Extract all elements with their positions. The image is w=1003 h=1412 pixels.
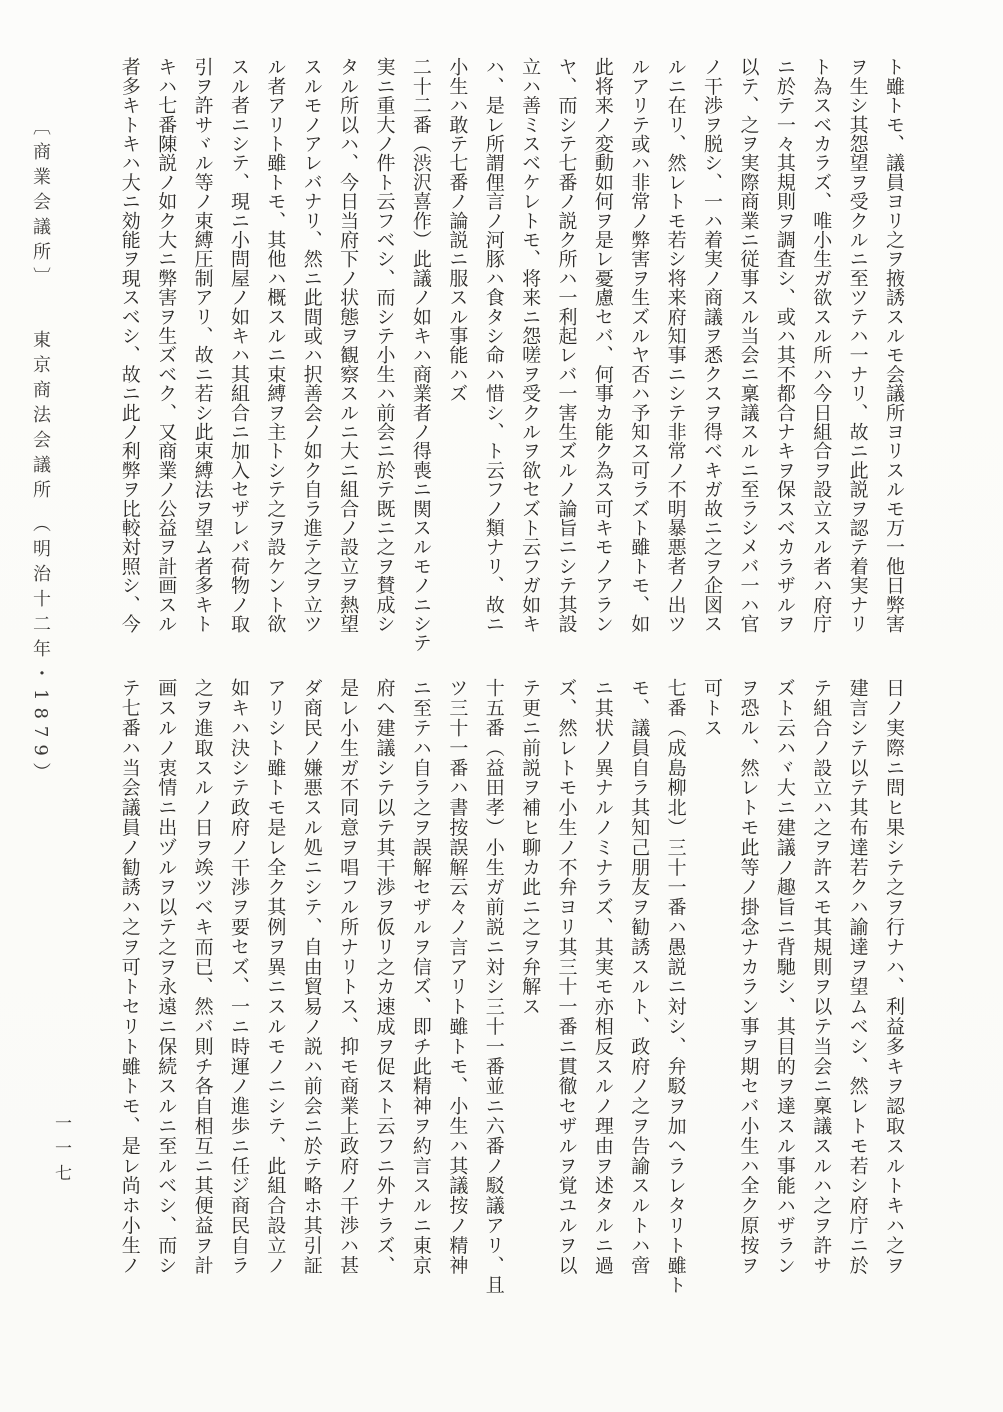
text-line: ル者アリト雖トモ、其他ハ概スルニ束縛ヲ主トシテ之ヲ設ケント欲 <box>264 57 287 633</box>
text-line: 可トス <box>701 678 724 738</box>
text-line: ノ干渉ヲ脱シ、一ハ着実ノ商議ヲ悉クスヲ得ベキガ故ニ之ヲ企図ス <box>701 57 724 633</box>
text-line: ト為スベカラズ、唯小生ガ欲スル所ハ今日組合ヲ設立スル者ハ府庁 <box>810 57 833 633</box>
top-text-block <box>102 57 903 653</box>
text-line: タル所以ハ、今日当府下ノ状態ヲ観察スルニ大ニ組合ノ設立ヲ熱望 <box>337 57 360 633</box>
text-line: 引ヲ許サヾル等ノ束縛圧制アリ、故ニ若シ此束縛法ヲ望ム者多キト <box>191 57 214 633</box>
text-line: ズト云ハヾ大ニ建議ノ趣旨ニ背馳シ、其目的ヲ達スル事能ハザラン <box>773 678 796 1275</box>
text-line: 立ハ善ミスベケレトモ、将来ニ怨嗟ヲ受クルヲ欲セズト云フガ如キ <box>519 57 542 633</box>
text-line: 府ヘ建議シテ以テ其干渉ヲ仮リ之カ速成ヲ促スト云フニ外ナラズ、 <box>373 678 396 1275</box>
text-line: 七番（成島柳北）三十一番ハ愚説ニ対シ、弁駁ヲ加ヘラレタリト雖ト <box>664 678 687 1295</box>
margin-note-year: （明治十二年・1879） <box>30 514 51 788</box>
text-line: 十五番（益田孝）小生ガ前説ニ対シ三十一番並ニ六番ノ駁議アリ、且 <box>482 678 505 1295</box>
text-line: スル者ニシテ、現ニ小問屋ノ如キハ其組合ニ加入セザレバ荷物ノ取 <box>227 57 250 633</box>
page-number: 一一七 <box>51 1114 71 1189</box>
text-line: 此将来ノ変動如何ヲ是レ憂慮セバ、何事カ能ク為ス可キモノアラン <box>591 57 614 633</box>
text-line: 如キハ決シテ政府ノ干渉ヲ要セズ、一ニ時運ノ進歩ニ任ジ商民自ラ <box>227 678 250 1275</box>
text-line: ニ其状ノ異ナルノミナラズ、其実モ亦相反スルノ理由ヲ述タルニ過 <box>591 678 614 1275</box>
margin-note-category: 〔商業会議所〕 <box>30 117 51 292</box>
text-line: 二十二番（渋沢喜作）此議ノ如キハ商業者ノ得喪ニ関スルモノニシテ <box>409 57 432 653</box>
bottom-text-block <box>102 678 903 1320</box>
text-line: 建言シテ以テ其布達若クハ諭達ヲ望ムベシ、然レトモ若シ府庁ニ於 <box>846 678 869 1275</box>
text-line: 小生ハ敢テ七番ノ論説ニ服スル事能ハズ <box>446 57 469 403</box>
text-line: 是レ小生ガ不同意ヲ唱フル所ナリトス、抑モ商業上政府ノ干渉ハ甚 <box>337 678 360 1275</box>
text-line: テ組合ノ設立ハ之ヲ許スモ其規則ヲ以テ当会ニ稟議スルハ之ヲ許サ <box>810 678 833 1275</box>
text-line: ズ、然レトモ小生ノ不弁ヨリ其三十一番ニ貫徹セザルヲ覚ユルヲ以 <box>555 678 578 1275</box>
text-line: ルアリテ或ハ非常ノ弊害ヲ生ズルヤ否ハ予知ス可ラズト雖トモ、如 <box>628 57 651 633</box>
text-line: テ七番ハ当会議員ノ勧誘ハ之ヲ可トセリト雖トモ、是レ尚ホ小生ノ <box>118 678 141 1275</box>
text-line: ヲ生シ其怨望ヲ受クルニ至ツテハ一ナリ、故ニ此説ヲ認テ着実ナリ <box>846 57 869 633</box>
text-line: モ、議員自ラ其知己朋友ヲ勧誘スルト、政府ノ之ヲ告諭スルトハ啻 <box>628 678 651 1275</box>
text-line: 日ノ実際ニ問ヒ果シテ之ヲ行ナハ、利益多キヲ認取スルトキハ之ヲ <box>883 678 905 1275</box>
text-line: キハ七番陳説ノ如ク大ニ弊害ヲ生ズベク、又商業ノ公益ヲ計画スル <box>155 57 178 633</box>
text-line: 之ヲ進取スルノ日ヲ竢ツベキ而已、然バ則チ各自相互ニ其便益ヲ計 <box>191 678 214 1275</box>
text-line: ニ至テハ自ラ之ヲ誤解セザルヲ信ズ、即チ此精神ヲ約言スルニ東京 <box>409 678 432 1275</box>
text-line: テ更ニ前説ヲ補ヒ聊カ此ニ之ヲ弁解ス <box>519 678 542 1017</box>
text-line: 画スルノ衷情ニ出ヅルヲ以テ之ヲ永遠ニ保続スルニ至ルベシ、而シ <box>155 678 178 1275</box>
text-line: スルモノアレバナリ、然ニ此間或ハ択善会ノ如ク自ラ進テ之ヲ立ツ <box>300 57 323 634</box>
margin-note-title: 東京商法会議所 <box>30 330 51 505</box>
text-line: ヲ恐ル、然レトモ此等ノ掛念ナカラン事ヲ期セバ小生ハ全ク原按ヲ <box>737 678 760 1275</box>
text-line: ニ於テ一々其規則ヲ調査シ、或ハ其不都合ナキヲ保スベカラザルヲ <box>773 57 796 633</box>
text-line: ツ三十一番ハ書按誤解云々ノ言アリト雖トモ、小生ハ其議按ノ精神 <box>446 678 469 1275</box>
text-line: ルニ在リ、然レトモ若シ将来府知事ニシテ非常ノ不明暴悪者ノ出ツ <box>664 57 687 633</box>
text-line: ト雖トモ、議員ヨリ之ヲ掖誘スルモ会議所ヨリスルモ万一他日弊害 <box>883 57 905 633</box>
text-line: 者多キトキハ大ニ効能ヲ現スベシ、故ニ此ノ利弊ヲ比較対照シ、今 <box>118 57 141 633</box>
text-line: アリシト雖トモ是レ全ク其例ヲ異ニスルモノニシテ、此組合設立ノ <box>264 678 287 1275</box>
text-line: 以テ、之ヲ実際商業ニ従事スル当会ニ稟議スルニ至ラシメバ一ハ官 <box>737 57 760 633</box>
text-line: 実ニ重大ノ件ト云フベシ、而シテ小生ハ前会ニ於テ既ニ之ヲ賛成シ <box>373 57 396 633</box>
text-line: ハ、是レ所謂俚言ノ河豚ハ食タシ命ハ惜シ、ト云フノ類ナリ、故ニ <box>482 57 505 633</box>
text-line: ヤ、而シテ七番ノ説ク所ハ一利起レバ一害生ズルノ論旨ニシテ其設 <box>555 57 578 633</box>
text-line: ダ商民ノ嫌悪スル処ニシテ、自由貿易ノ説ハ前会ニ於テ略ホ其引証 <box>300 678 323 1275</box>
